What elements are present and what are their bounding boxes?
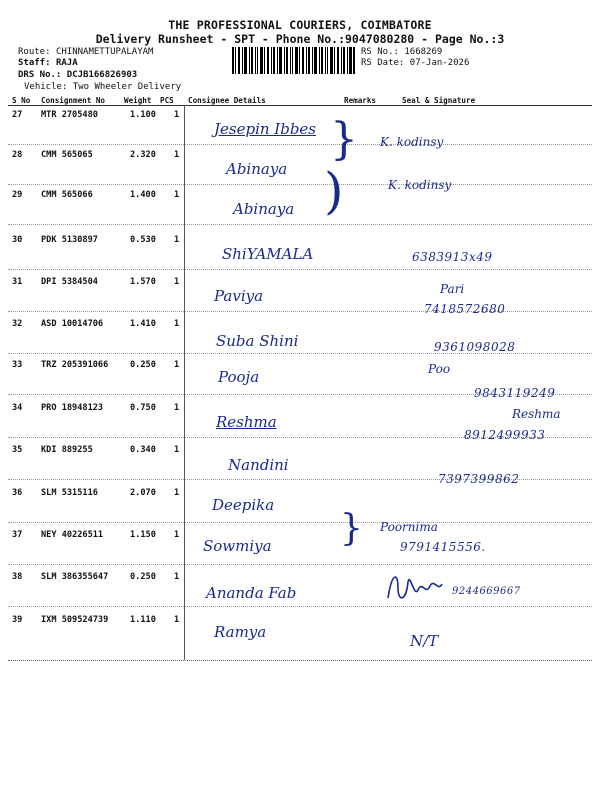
row-pcs: 1 (174, 235, 180, 245)
handwritten-name: Sowmiya (203, 537, 272, 555)
row-divider (8, 606, 592, 607)
handwritten-name: Reshma (216, 413, 277, 431)
vehicle-line (24, 82, 181, 92)
handwritten-name: Abinaya (233, 200, 295, 218)
table-row (0, 610, 600, 650)
row-consignment: DPI 5384504 (41, 277, 98, 287)
handwritten-phone: 6383913x49 (412, 250, 493, 264)
route-label: Route: (18, 47, 51, 57)
rs-date-line (361, 58, 469, 68)
table-bottom-rule (8, 660, 592, 661)
row-weight: 2.320 (130, 150, 156, 160)
row-pcs: 1 (174, 488, 180, 498)
handwritten-name: Nandini (228, 456, 289, 474)
row-consignment: CMM 565065 (41, 150, 93, 160)
col-seal: Seal & Signature (402, 96, 476, 105)
table-row (0, 145, 600, 185)
rs-no-label: RS No.: (361, 47, 399, 57)
row-pcs: 1 (174, 319, 180, 329)
runsheet-title: Delivery Runsheet - SPT - Phone No.:9047080280 - Page No.:3 (95, 32, 505, 46)
drs-label: DRS No.: (18, 70, 62, 80)
row-sno: 27 (12, 110, 23, 120)
row-weight: 0.530 (130, 235, 156, 245)
handwritten-name: Jesepin Ibbes (214, 120, 316, 138)
row-pcs: 1 (174, 190, 180, 200)
row-consignment: SLM 5315116 (41, 488, 98, 498)
row-pcs: 1 (174, 110, 180, 120)
row-weight: 0.340 (130, 445, 156, 455)
handwritten-phone: 9843119249 (474, 386, 556, 400)
handwritten-signature: K. kodinsy (388, 178, 452, 192)
row-weight: 1.110 (130, 615, 156, 625)
barcode-image (232, 47, 356, 74)
handwritten-signature: N/T (410, 632, 439, 650)
handwritten-name: Pooja (218, 368, 260, 386)
company-title: THE PROFESSIONAL COURIERS, COIMBATORE (168, 18, 432, 32)
scribble-signature (384, 568, 444, 606)
row-consignment: PRO 18948123 (41, 403, 104, 413)
drs-value: DCJB166826903 (66, 70, 138, 80)
row-sno: 33 (12, 360, 23, 370)
row-weight: 1.150 (130, 530, 156, 540)
row-pcs: 1 (174, 615, 180, 625)
handwritten-signature: Poornima (380, 520, 438, 534)
row-pcs: 1 (174, 150, 180, 160)
row-sno: 28 (12, 150, 23, 160)
table-row (0, 272, 600, 312)
row-consignment: TRZ 205391066 (41, 360, 109, 370)
row-divider (8, 224, 592, 225)
row-weight: 2.070 (130, 488, 156, 498)
row-pcs: 1 (174, 403, 180, 413)
handwritten-phone: 9244669667 (452, 586, 521, 597)
rs-date-label: RS Date: (361, 58, 405, 68)
row-weight: 1.570 (130, 277, 156, 287)
row-sno: 34 (12, 403, 23, 413)
row-sno: 36 (12, 488, 23, 498)
row-pcs: 1 (174, 360, 180, 370)
route-line (18, 47, 153, 57)
table-row (0, 483, 600, 523)
col-consignment: Consignment No (41, 96, 106, 105)
handwritten-signature: Pari (440, 282, 465, 296)
row-weight: 0.250 (130, 572, 156, 582)
handwritten-name: Paviya (214, 287, 264, 305)
row-weight: 1.410 (130, 319, 156, 329)
col-sno: S No (12, 96, 31, 105)
col-remarks: Remarks (344, 96, 377, 105)
row-pcs: 1 (174, 445, 180, 455)
drs-line (18, 70, 137, 80)
bracket-mark: } (340, 508, 363, 549)
row-pcs: 1 (174, 572, 180, 582)
handwritten-signature: Reshma (512, 407, 561, 421)
route-value: CHINNAMETTUPALAYAM (55, 47, 154, 57)
row-divider (8, 564, 592, 565)
rs-date-value: 07-Jan-2026 (409, 58, 470, 68)
col-pcs: PCS (160, 96, 174, 105)
row-weight: 1.400 (130, 190, 156, 200)
row-sno: 37 (12, 530, 23, 540)
row-weight: 1.100 (130, 110, 156, 120)
row-consignment: SLM 386355647 (41, 572, 109, 582)
handwritten-phone: 7397399862 (438, 472, 520, 486)
row-consignment: KDI 889255 (41, 445, 93, 455)
row-consignment: NEY 40226511 (41, 530, 104, 540)
vehicle-value: Two Wheeler Delivery (72, 82, 182, 92)
row-sno: 32 (12, 319, 23, 329)
row-sno: 29 (12, 190, 23, 200)
handwritten-name: Deepika (212, 496, 275, 514)
row-consignment: ASD 10014706 (41, 319, 104, 329)
row-sno: 30 (12, 235, 23, 245)
table-row (0, 185, 600, 225)
row-consignment: PDK 5130897 (41, 235, 98, 245)
bracket-mark: } (330, 114, 358, 165)
col-details: Consignee Details (188, 96, 266, 105)
handwritten-phone: 9791415556. (400, 540, 486, 554)
row-sno: 39 (12, 615, 23, 625)
rs-no-line (361, 47, 442, 57)
handwritten-phone: 9361098028 (434, 340, 516, 354)
staff-label: Staff: (18, 58, 51, 68)
row-consignment: IXM 509524739 (41, 615, 109, 625)
row-weight: 0.750 (130, 403, 156, 413)
vehicle-label: Vehicle: (24, 82, 68, 92)
row-divider (8, 269, 592, 270)
handwritten-signature: K. kodinsy (380, 135, 444, 149)
col-weight: Weight (124, 96, 152, 105)
row-sno: 35 (12, 445, 23, 455)
table-row (0, 525, 600, 565)
rs-no-value: 1668269 (404, 47, 443, 57)
handwritten-name: Ananda Fab (206, 584, 297, 602)
row-consignment: CMM 565066 (41, 190, 93, 200)
bracket-mark: ) (324, 162, 344, 220)
staff-value: RAJA (55, 58, 78, 68)
handwritten-signature: Poo (428, 362, 451, 376)
staff-line (18, 58, 78, 68)
handwritten-name: ShiYAMALA (222, 245, 314, 263)
row-pcs: 1 (174, 277, 180, 287)
handwritten-name: Ramya (214, 623, 267, 641)
handwritten-name: Abinaya (226, 160, 288, 178)
row-weight: 0.250 (130, 360, 156, 370)
handwritten-phone: 7418572680 (424, 302, 506, 316)
handwritten-name: Suba Shini (216, 332, 299, 350)
row-pcs: 1 (174, 530, 180, 540)
handwritten-phone: 8912499933 (464, 428, 546, 442)
row-divider (8, 522, 592, 523)
row-consignment: MTR 2705480 (41, 110, 98, 120)
row-sno: 38 (12, 572, 23, 582)
row-sno: 31 (12, 277, 23, 287)
